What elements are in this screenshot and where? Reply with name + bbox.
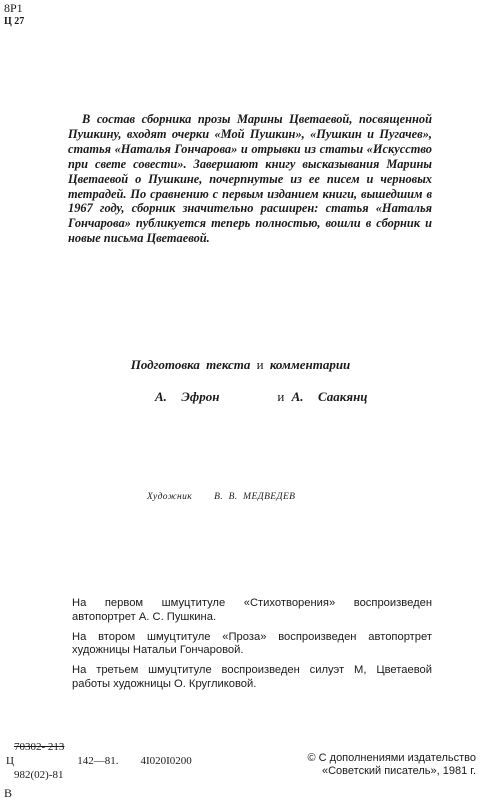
fraction-numerator: 70302- 213 bbox=[14, 741, 65, 753]
editors-line bbox=[155, 389, 368, 405]
note-3: На третьем шмуцтитуле воспроизведен силуэт М, Цветаевой работы художницы О. Кругликовой. bbox=[72, 664, 432, 690]
copyright-notice: © С дополнениями издательство «Советский писатель», 1981 г. bbox=[307, 752, 476, 777]
imprint-row bbox=[6, 754, 192, 768]
note-1: На первом шмуцтитуле «Стихотворения» воспроизведен автопортрет А. С. Пушкина. bbox=[72, 597, 432, 623]
fraction-denominator: 982(02)-81 bbox=[14, 769, 64, 781]
note-2: На втором шмуцтитуле «Проза» воспроизведен автопортрет художницы Натальи Гончаровой. bbox=[72, 630, 432, 657]
editor-1: А. Эфрон bbox=[155, 389, 220, 404]
imprint-letter: Ц bbox=[6, 755, 14, 767]
imprint-number: 142—81. bbox=[77, 755, 119, 767]
prep-conjunction: и bbox=[256, 357, 264, 372]
book-annotation: В состав сборника прозы Марины Цветаевой, посвященной Пушкину, входят очерки «Мой Пушкин», «Пушкин и Пугачев», статья «Наталья Гончарова» и отрывки из статьи «Искусство при свете совести». Завершают книгу высказывания Марины Цветаевой о Пушкине, почерпнутые из ее писем и черновых тетрадей. По сравнению с первым изданием книги, вышедшим в 1967 году, сборник значительно расширен: статья «Наталья Гончарова» публикуется теперь полностью, вошли в сборник и новые письма Цветаевой. bbox=[68, 112, 432, 246]
bbk-index: 8Р1 bbox=[4, 1, 23, 15]
footer-letter: В bbox=[4, 786, 13, 800]
artist-name: В. В. МЕДВЕДЕВ bbox=[214, 492, 296, 502]
prep-comments: комментарии bbox=[269, 357, 351, 372]
illustration-notes bbox=[72, 597, 432, 698]
author-mark: Ц 27 bbox=[4, 16, 25, 27]
prep-text: Подготовка текста bbox=[130, 357, 251, 372]
preparation-credit bbox=[0, 357, 481, 373]
imprint-code bbox=[6, 740, 192, 782]
editors-conjunction: и bbox=[277, 389, 285, 404]
artist-label: Художник bbox=[147, 492, 193, 502]
editor-2: А. Саакянц bbox=[291, 389, 368, 404]
artist-credit bbox=[147, 492, 295, 502]
imprint-code-number: 4I020I0200 bbox=[140, 755, 192, 767]
